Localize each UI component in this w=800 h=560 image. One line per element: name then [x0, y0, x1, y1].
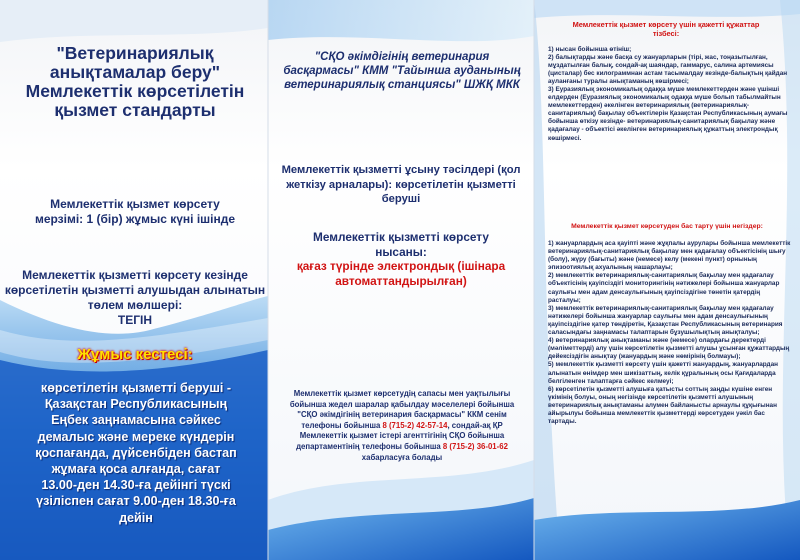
contact-info: [284, 389, 520, 463]
left-panel: [0, 0, 268, 560]
service-fee: [4, 268, 266, 328]
required-documents-list: [548, 46, 792, 143]
list-item: 5) мемлекеттік қызметті көрсету үшін қажетті жануардың, жануарлардан алынатын өнімдер мен шикізаттың, келік құралының осы Қағидаларда белгіленген талаптарға сәйкес келмеуі;: [548, 361, 779, 385]
service-term: Мемлекеттік қызмет көрсету мерзімі: 1 (бір) жұмыс күні ішінде: [34, 197, 236, 226]
refusal-grounds-title: Мемлекеттік қызмет көрсетуден бас тарту үшін негіздер:: [571, 223, 763, 230]
contact-text-3: хабарласуға болады: [361, 452, 443, 462]
required-documents-title: Мемлекеттік қызмет көрсету үшін қажетті құжаттар тізбесі:: [572, 20, 760, 39]
right-panel: [534, 0, 800, 560]
work-schedule-text: көрсетілетін қызметті беруші - Қазақстан Республикасының Еңбек заңнамасына сәйкес демалыс және мереке күндерін қоспағанда, дүйсенбіден бастап жұмаға қоса алғанда, сағат 13.00-ден 14.30-ға дейінгі түскі үзіліспен сағат 9.00-ден 18.30-ға дейін: [35, 381, 237, 525]
organization-title: "СҚО әкімдігінің ветеринария басқармасы" КММ "Тайынша ауданының ветеринариялық станциясы" ШЖҚ МКК: [283, 51, 521, 91]
middle-panel: [268, 0, 534, 560]
list-item: 1) нысан бойынша өтініш;: [548, 46, 632, 53]
department-phone: 8 (715-2) 36-01-62: [442, 441, 508, 451]
service-methods: Мемлекеттік қызметті ұсыну тәсілдері (қол жеткізу арналары): көрсетілетін қызметті беруші: [281, 164, 521, 205]
service-form-title: Мемлекеттік қызметті көрсету нысаны:: [313, 230, 489, 259]
service-form-value: қағаз түрінде электрондық (ішінара автоматтандырылған): [296, 259, 506, 288]
list-item: 2) мемлекеттік ветеринариялық-санитариялық бақылау мен қадағалау объектісінің қауіпсіздігі мониторингінің нәтижелері бойынша жануарлар саулығы мен адам денсаулығының қауіпсіздігіне төнетін қатердің расталуы;: [548, 272, 780, 304]
service-form: [286, 230, 516, 288]
contact-text-1: Мемлекеттік қызмет көрсетудің сапасы мен уақтылығы бойынша жедел шаралар қабылдау мәселелері бойынша "СҚО әкімдігінің ветеринария басқармасы" ККМ сенім телефоны бойынша: [289, 389, 515, 430]
list-item: 6) көрсетілетін қызметті алушыға қатысты соттың заңды күшіне енген үкімінің болуы, оның негізінде көрсетілетін қызметті алушының ветеринариялық анықтаманы алумен байланысты арнаулы құқығынан айырылуы бойынша мемлекеттік қызметтерді көрсетуден уәкіл бас тартады.: [548, 385, 777, 426]
trust-phone: 8 (715-2) 42-57-14: [382, 420, 448, 430]
work-schedule-title: Жұмыс кестесі:: [77, 346, 193, 363]
fee-label: Мемлекеттік қызметті көрсету кезінде көрсетілетін қызметті алушыдан алынатын төлем мөлшері:: [4, 268, 266, 312]
refusal-grounds-list: [548, 240, 792, 426]
fee-value: ТЕГІН: [117, 313, 153, 327]
list-item: 1) жануарлардың аса қауіпті және жұқпалы аурулары бойынша мемлекеттік ветеринариялық-санитариялық бақылау мен қадағалау объектісінің шығу (болу), жүру (бағыты) және (немесе) келу (мекені пункт) орнының эпизоотиялық ахуалының нашарлауы;: [548, 240, 791, 272]
list-item: 3) Еуразиялық экономикалық одаққа мүше мемлекеттерден және үшінші елдерден (Еуразиялық экономикалық одаққа мүше болып табылмайтын мемлекеттерден) әкелінген ветеринариялық (ветеринариялық-санитариялық) бақылау объектілерін Қазақстан Республикасының аумағы бойынша өткізу кезінде- ветеринариялық-санитариялық бақылау және қадағалау - объектісі әкелінген ветеринариялық құжаттың электрондық көшірмесі.: [548, 86, 788, 142]
list-item: 4) ветеринариялық анықтаманы және (немесе) олардағы деректерді (мәліметтерді) алу үшін көрсетілетін қызметті алушы ұсынған құжаттардың дейексіздігін анықтау (жануардың және нөмірінің болмауы);: [548, 337, 790, 361]
list-item: 3) мемлекеттік ветеринариялық-санитариялық бақылау мен қадағалау нәтижелері бойынша жануарлар саулығы мен адам денсаулығының қауіпсіздігіне қатер төндіретін, Қазақстан Республикасының ветеринария саласындағы заңнамасы талаптарын бұзушылықтың анықталуы;: [548, 304, 783, 337]
service-standard-title: "Ветеринариялық анықтамалар беру" Мемлекеттік көрсетілетін қызмет стандарты: [25, 43, 245, 120]
contact-text-2: , сондай-ақ ҚР Мемлекеттік қызмет істері агенттігінің СҚО бойынша департаментінің телефоны бойынша: [296, 420, 505, 451]
list-item: 2) балықтарды және басқа су жануарларын (тірі, жас, тоңазытылған, мұздатылған балық, сондай-ақ шаяндар, гаммарус, салина артемиясы (цисталар) бес килограммнан астам тасымалдау кезінде-балықтың қайдан ауланғаны туралы анықтаманың көшірмесі;: [548, 54, 788, 86]
